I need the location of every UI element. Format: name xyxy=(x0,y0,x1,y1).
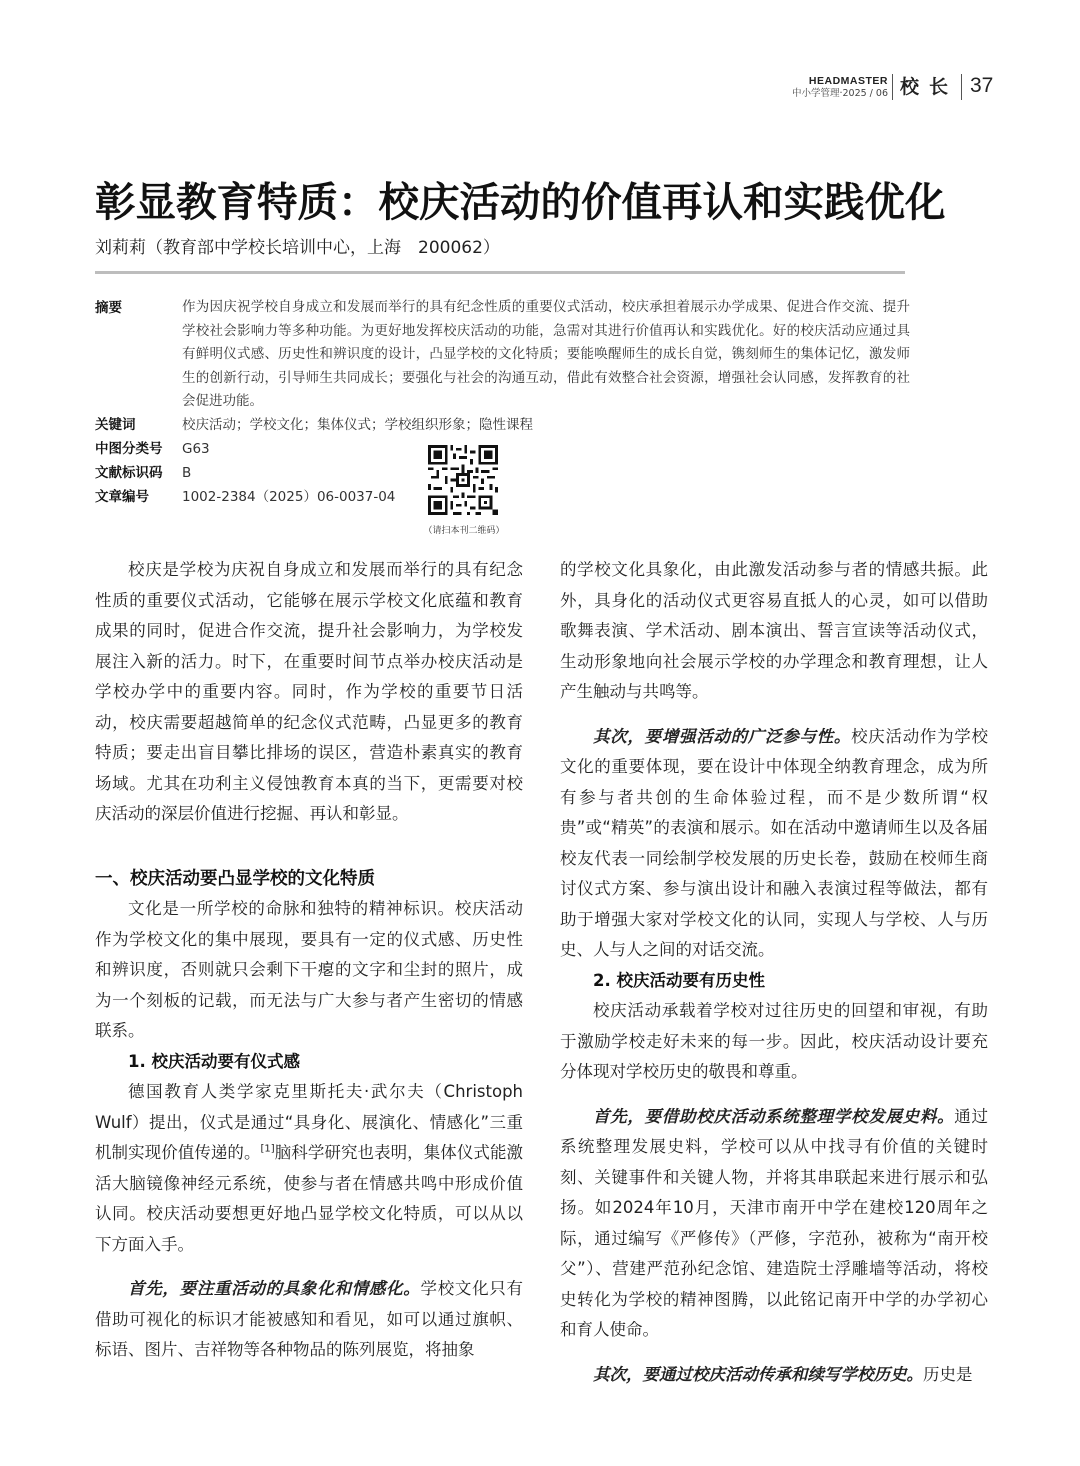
author-line: 刘莉莉（教育部中学校长培训中心，上海 200062） xyxy=(95,238,500,258)
doc-code-label: 文献标识码 xyxy=(95,465,163,481)
article-id-label: 文章编号 xyxy=(95,489,149,505)
body-text: 校庆活动作为学校文化的重要体现，要在设计中体现全纳教育理念，成为所有参与者共创的生命体验过程，而不是少数所谓“权贵”或“精英”的表演和展示。如在活动中邀请师生以及各届校友代表一同绘制学校发展的历史长卷，鼓励在校师生商讨仪式方案、参与演出设计和融入表演过程等做法，都有助于增强大家对学校文化的认同，实现人与学校、人与历史、人与人之间的对话交流。 xyxy=(560,726,989,959)
body-paragraph xyxy=(95,1274,523,1366)
journal-name: 校长 xyxy=(900,76,959,98)
body-paragraph xyxy=(560,1102,988,1346)
emphasis-lead: 其次，要通过校庆活动传承和续写学校历史。 xyxy=(593,1364,923,1384)
body-text: 德国教育人类学家克里斯托夫·武尔夫（Christoph Wulf）提出，仪式是通过“具身化、展演化、情感化”三重机制实现价值传递的。 xyxy=(95,1082,523,1162)
emphasis-lead: 首先，要借助校庆活动系统整理学校发展史料。 xyxy=(593,1106,955,1126)
body-text: 脑科学研究也表明，集体仪式能激活大脑镜像神经元系统，使参与者在情感共鸣中形成价值认同。校庆活动要想更好地凸显学校文化特质，可以从以下方面入手。 xyxy=(95,1143,524,1254)
abstract-label: 摘要 xyxy=(95,300,122,316)
keywords-value: 校庆活动；学校文化；集体仪式；学校组织形象；隐性课程 xyxy=(182,417,533,433)
emphasis-lead: 首先，要注重活动的具象化和情感化。 xyxy=(128,1279,421,1298)
keywords-label: 关键词 xyxy=(95,417,136,433)
abstract-text: 作为因庆祝学校自身成立和发展而举行的具有纪念性质的重要仪式活动，校庆承担着展示办学成果、促进合作交流、提升学校社会影响力等多种功能。为更好地发挥校庆活动的功能，急需对其进行价值再认和实践优化。好的校庆活动应通过具有鲜明仪式感、历史性和辨识度的设计，凸显学校的文化特质；要能唤醒师生的成长自觉，镌刻师生的集体记忆，激发师生的创新行动，引导师生共同成长；要强化与社会的沟通互动，借此有效整合社会资源，增强社会认同感，发挥教育的社会促进功能。 xyxy=(182,299,910,409)
subsection-heading: 2. 校庆活动要有历史性 xyxy=(593,970,765,990)
article-title: 彰显教育特质：校庆活动的价值再认和实践优化 xyxy=(95,178,946,226)
body-text: 历史是 xyxy=(923,1364,973,1384)
subsection-heading: 1. 校庆活动要有仪式感 xyxy=(128,1051,300,1071)
body-paragraph xyxy=(95,1077,523,1260)
body-paragraph: 文化是一所学校的命脉和独特的精神标识。校庆活动作为学校文化的集中展现，要具有一定的仪式感、历史性和辨识度，否则就只会剩下干瘪的文字和尘封的照片，成为一个刻板的记载，而无法与广大参与者产生密切的情感联系。 xyxy=(95,899,523,1040)
body-paragraph: 校庆是学校为庆祝自身成立和发展而举行的具有纪念性质的重要仪式活动，它能够在展示学校文化底蕴和教育成果的同时，促进合作交流，提升社会影响力，为学校发展注入新的活力。时下，在重要时间节点举办校庆活动是学校办学中的重要内容。同时，作为学校的重要节日活动，校庆需要超越简单的纪念仪式范畴，凸显更多的教育特质；要走出盲目攀比排场的误区，营造朴素真实的教育场域。尤其在功利主义侵蚀教育本真的当下，更需要对校庆活动的深层价值进行挖掘、再认和彰显。 xyxy=(95,560,523,823)
page-number: 37 xyxy=(970,74,994,97)
clc-label: 中图分类号 xyxy=(95,441,163,457)
header-divider xyxy=(961,74,962,100)
article-id-value: 1002-2384（2025）06-0037-04 xyxy=(182,489,396,505)
qr-code-icon xyxy=(428,445,498,515)
section-heading: 一、校庆活动要凸显学校的文化特质 xyxy=(95,868,375,889)
magazine-issue: 中小学管理·2025 / 06 xyxy=(791,88,888,99)
body-text: 通过系统整理发展史料，学校可以从中找寻有价值的关键时刻、关键事件和关键人物，并将其串联起来进行展示和弘扬。如2024年10月，天津市南开中学在建校120周年之际，通过编写《严修传》（严修，字范孙，被称为“南开校父”）、营建严范孙纪念馆、建造院士浮雕墙等活动，将校史转化为学校的精神图腾，以此铭记南开中学的办学初心和育人使命。 xyxy=(560,1106,989,1339)
magazine-name-en: HEADMASTER xyxy=(808,75,888,87)
doc-code-value: B xyxy=(182,465,192,481)
title-rule xyxy=(95,271,905,274)
body-paragraph xyxy=(560,722,988,966)
body-column-right xyxy=(560,555,988,1390)
qr-caption: （请扫本刊二维码） xyxy=(423,526,505,536)
magazine-masthead xyxy=(792,75,888,100)
body-column-left xyxy=(95,555,523,1366)
body-paragraph: 的学校文化具象化，由此激发活动参与者的情感共振。此外，具身化的活动仪式更容易直抵人的心灵，如可以借助歌舞表演、学术活动、剧本演出、誓言宣读等活动仪式，生动形象地向社会展示学校的办学理念和教育理想，让人产生触动与共鸣等。 xyxy=(560,560,988,701)
citation-ref: [1] xyxy=(260,1143,275,1155)
emphasis-lead: 其次，要增强活动的广泛参与性。 xyxy=(593,726,852,746)
body-text: 学校文化只有借助可视化的标识才能被感知和看见，如可以通过旗帜、标语、图片、吉祥物等各种物品的陈列展览，将抽象 xyxy=(95,1279,524,1359)
body-paragraph: 校庆活动承载着学校对过往历史的回望和审视，有助于激励学校走好未来的每一步。因此，校庆活动设计要充分体现对学校历史的敬畏和尊重。 xyxy=(560,1001,988,1081)
clc-value: G63 xyxy=(182,441,210,457)
body-paragraph xyxy=(560,1360,988,1391)
header-divider xyxy=(892,74,893,100)
